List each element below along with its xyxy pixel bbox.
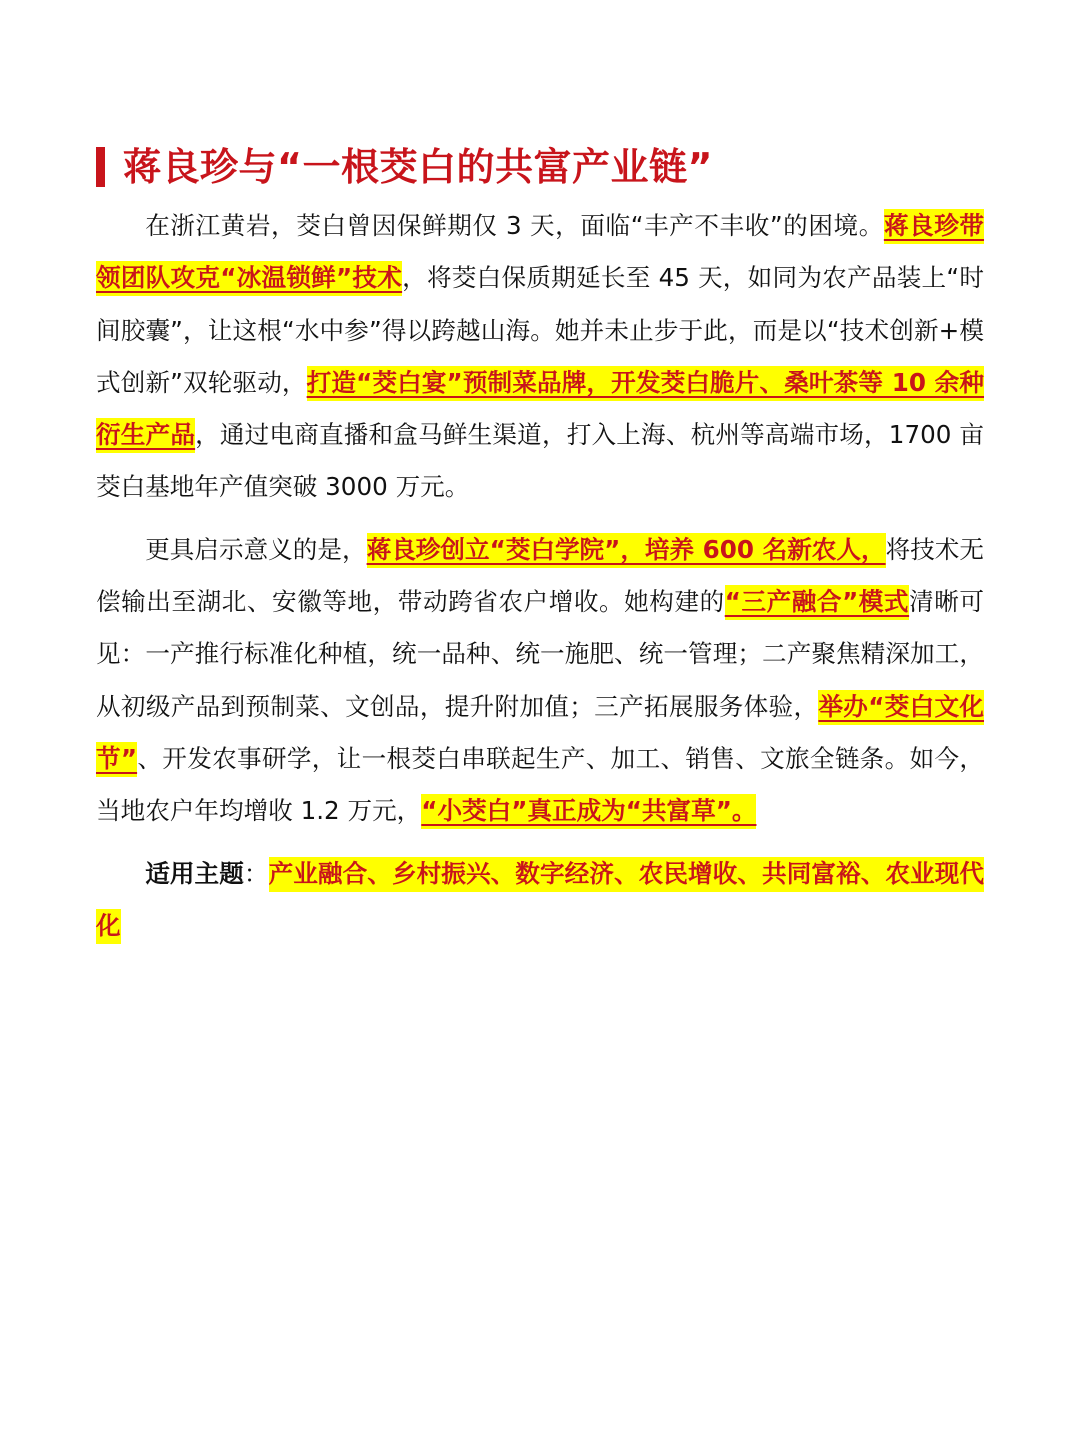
document-page (96, 138, 984, 952)
page-title: 蒋良珍与“一根茭白的共富产业链” (123, 145, 713, 189)
paragraph-2-highlight-2: “三产融合”模式 (725, 585, 909, 620)
paragraph-1-text-3: ，通过电商直播和盒马鲜生渠道，打入上海、杭州等高端市场，1700 亩茭白基地年产值突破 3000 万元。 (96, 420, 984, 502)
paragraph-2-highlight-4: “小茭白”真正成为“共富草”。 (421, 794, 756, 829)
paragraph-1-text-1: 在浙江黄岩，茭白曾因保鲜期仅 3 天，面临“丰产不丰收”的困境。 (145, 211, 884, 240)
themes-paragraph (96, 848, 984, 953)
paragraph-2-text-1: 更具启示意义的是， (145, 534, 367, 564)
paragraph-1-highlight-1: 蒋良珍带领团队攻克“冰温锁鲜”技术 (96, 209, 984, 296)
paragraph-2 (96, 524, 984, 838)
title-accent-bar (96, 147, 105, 187)
paragraph-1 (96, 200, 984, 514)
themes-value: 产业融合、乡村振兴、数字经济、农民增收、共同富裕、农业现代化 (96, 857, 984, 944)
paragraph-1-text-2: ，将茭白保质期延长至 45 天，如同为农产品装上“时间胶囊”，让这根“水中参”得以跨越山海。她并未止步于此，而是以“技术创新+模式创新”双轮驱动， (96, 263, 984, 397)
paragraph-2-highlight-3: 举办“茭白文化节” (96, 690, 984, 777)
paragraph-1-highlight-2: 打造“茭白宴”预制菜品牌，开发茭白脆片、桑叶茶等 10 余种衍生产品 (96, 366, 984, 453)
paragraph-2-text-3: 清晰可见：一产推行标准化种植，统一品种、统一施肥、统一管理；二产聚焦精深加工，从初级产品到预制菜、文创品，提升附加值；三产拓展服务体验， (96, 587, 984, 721)
themes-separator: ： (243, 858, 269, 888)
themes-label: 适用主题 (145, 858, 244, 888)
paragraph-2-highlight-1: 蒋良珍创立“茭白学院”，培养 600 名新农人， (367, 533, 886, 568)
title-row (96, 138, 984, 196)
paragraph-2-text-4: 、开发农事研学，让一根茭白串联起生产、加工、销售、文旅全链条。如今，当地农户年均增收 1.2 万元， (96, 743, 984, 826)
paragraph-2-text-2: 将技术无偿输出至湖北、安徽等地，带动跨省农户增收。她构建的 (96, 534, 984, 617)
